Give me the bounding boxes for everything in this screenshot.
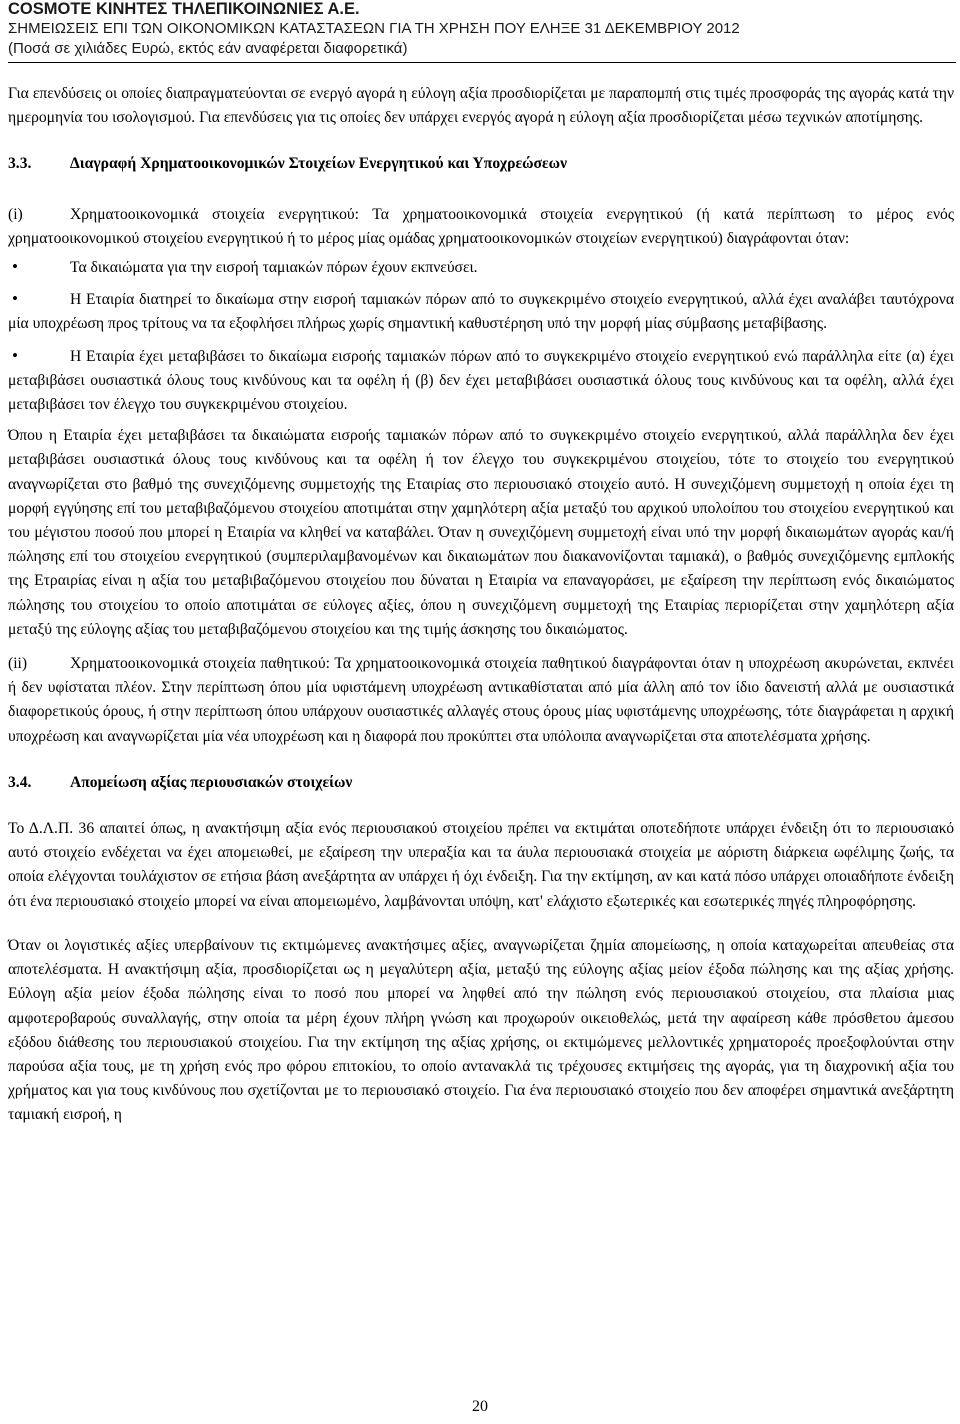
derecognition-bullets bbox=[8, 255, 954, 417]
page-header bbox=[8, 0, 956, 63]
bullet-icon bbox=[8, 344, 70, 369]
section-3-4-number: 3.4. bbox=[8, 773, 32, 791]
bullet-text: Η Εταιρία έχει μεταβιβάσει το δικαίωμα εισροής ταμιακών πόρων από το συγκεκριμένο στοιχείο ενεργητικού ενώ παράλληλα είτε (α) έχει μεταβιβάσει ουσιαστικά όλους τους κινδύνους και τα οφέλη ή (β) δεν έχει μεταβιβάσει ουσιαστικά όλους τους κινδύνους και τα οφέλη, αλλά έχει μεταβιβάσει τον έλεγχο του συγκεκριμένου στοιχείου. bbox=[8, 347, 954, 414]
bullet-text: Τα δικαιώματα για την εισροή ταμιακών πόρων έχουν εκπνεύσει. bbox=[70, 259, 478, 277]
amounts-note: (Ποσά σε χιλιάδες Ευρώ, εκτός εάν αναφέρεται διαφορετικά) bbox=[8, 40, 408, 57]
item-ii-label: (ii) bbox=[8, 655, 28, 673]
item-i-label: (i) bbox=[8, 205, 23, 223]
list-item bbox=[8, 287, 954, 336]
notes-title: ΣΗΜΕΙΩΣΕΙΣ ΕΠΙ ΤΩΝ ΟΙΚΟΝΟΜΙΚΩΝ ΚΑΤΑΣΤΑΣΕΩΝ ΓΙΑ ΤΗ ΧΡΗΣΗ ΠΟΥ ΕΛΗΞΕ 31 ΔΕΚΕΜΒΡΙΟΥ 2012 bbox=[8, 20, 740, 37]
section-3-3-heading bbox=[8, 152, 954, 176]
section-3-3-title: Διαγραφή Χρηματοοικονομικών Στοιχείων Ενεργητικού και Υποχρεώσεων bbox=[70, 155, 568, 173]
list-item bbox=[8, 255, 954, 280]
intro-paragraph: Για επενδύσεις οι οποίες διαπραγματεύονται σε ενεργό αγορά η εύλογη αξία προσδιορίζεται με παραπομπή στις τιμές προσφοράς της αγοράς κατά την ημερομηνία του ισολογισμού. Για επενδύσεις για τις οποίες δεν υπάρχει ενεργός αγορά η εύλογη αξία προσδιορίζεται μέσω τεχνικών αποτίμησης. bbox=[8, 85, 954, 127]
bullet-icon bbox=[8, 287, 70, 312]
section-3-4-title: Απομείωση αξίας περιουσιακών στοιχείων bbox=[70, 773, 353, 791]
company-name: COSMOTE ΚΙΝΗΤΕΣ ΤΗΛΕΠΙΚΟΙΝΩΝΙΕΣ Α.Ε. bbox=[8, 0, 360, 18]
item-ii bbox=[8, 652, 954, 749]
list-item bbox=[8, 344, 954, 418]
item-i bbox=[8, 203, 954, 251]
impairment-paragraph-1: Το Δ.Λ.Π. 36 απαιτεί όπως, η ανακτήσιμη αξία ενός περιουσιακού στοιχείου πρέπει να εκτιμάται οποτεδήποτε υπάρχει ένδειξη ότι το περιουσιακό αυτό στοιχείο ενδέχεται να έχει απομειωθεί, με εξαίρεση την υπεραξία και τα άυλα περιουσιακά στοιχεία με αόριστη διάρκεια ωφέλιμης ζωής, τα οποία ελέγχονται τουλάχιστον σε ετήσια βάση ανεξάρτητα αν υπάρχει ή όχι ένδειξη. Για την εκτίμηση, αν και κατά πόσο υπάρχει οποιαδήποτε ένδειξη ότι ένα περιουσιακό στοιχείο μπορεί να είναι απομειωμένο, λαμβάνονται υπόψη, κατ' ελάχιστο εξωτερικές και εσωτερικές πηγές πληροφόρησης. bbox=[8, 820, 954, 910]
item-i-text: Χρηματοοικονομικά στοιχεία ενεργητικού: Τα χρηματοοικονομικά στοιχεία ενεργητικού (ή κατά περίπτωση το μέρος ενός χρηματοοικονομικού στοιχείου ενεργητικού ή το μέρος μίας ομάδας χρηματοοικονομικών στοιχείων ενεργητικού) διαγράφονται όταν: bbox=[8, 205, 954, 247]
bullet-icon bbox=[8, 255, 70, 280]
continuing-involvement-paragraph: Όπου η Εταιρία έχει μεταβιβάσει τα δικαιώματα εισροής ταμιακών πόρων από το συγκεκριμένο στοιχείο ενεργητικού, αλλά παράλληλα δεν έχει μεταβιβάσει ουσιαστικά όλους τους κινδύνους και τα οφέλη ή τον έλεγχο του συγκεκριμένου στοιχείου, τότε το στοιχείο του ενεργητικού αναγνωρίζεται στο βαθμό της συνεχιζόμενης συμμετοχής της Εταιρίας στο περιουσιακό στοιχείο αυτό. Η συνεχιζόμενη συμμετοχή η οποία έχει τη μορφή εγγύησης επί του μεταβιβαζόμενου στοιχείου αποτιμάται στην χαμηλότερη αξία μεταξύ του αρχικού υπολοίπου του στοιχείου ενεργητικού και του μέγιστου ποσού που μπορεί η Εταιρία να κληθεί να καταβάλει. Όταν η συνεχιζόμενη συμμετοχή είναι υπό την μορφή δικαιωμάτων αγοράς και/ή πώλησης επί του στοιχείου ενεργητικού (συμπεριλαμβανομένων και δικαιωμάτων που διακανονίζονται ταμιακά), ο βαθμός συνεχιζόμενης εμπλοκής της Ετραιρίας είναι η αξία του μεταβιβαζόμενου στοιχείου που δύναται η Εταιρία να επαναγοράσει, με εξαίρεση την περίπτωση ενός δικαιώματος πώλησης του στοιχείου το οποίο αποτιμάται σε εύλογες αξίες, όπου η συνεχιζόμενη συμμετοχή της Εταιρίας περιορίζεται στην χαμηλότερη αξία μεταξύ της εύλογης αξίας του μεταβιβαζόμενου στοιχείου και της τιμής άσκησης του δικαιώματος. bbox=[8, 427, 954, 638]
section-3-3-number: 3.3. bbox=[8, 155, 32, 173]
impairment-paragraph-2: Όταν οι λογιστικές αξίες υπερβαίνουν τις εκτιμώμενες ανακτήσιμες αξίες, αναγνωρίζεται ζημία απομείωσης, η οποία καταχωρείται απευθείας στα αποτελέσματα. Η ανακτήσιμη αξία, προσδιορίζεται ως η μεγαλύτερη αξία, μεταξύ της εύλογης αξίας μείον έξοδα πώλησης και της αξίας χρήσης. Εύλογη αξία μείον έξοδα πώλησης είναι το ποσό που μπορεί να ληφθεί από την πώληση ενός περιουσιακού στοιχείου, στα πλαίσια μιας αμφοτεροβαρούς συναλλαγής, στην οποία τα μέρη έχουν πλήρη γνώση και προχωρούν οικειοθελώς, μετά την αφαίρεση κάθε πρόσθετου άμεσου εξόδου διάθεσης του περιουσιακού στοιχείου. Για την εκτίμηση της αξίας χρήσης, οι εκτιμώμενες μελλοντικές χρηματοροές προεξοφλούνται στην παρούσα αξία τους, με τη χρήση ενός προ φόρου επιτοκίου, το οποίο αντανακλά τις τρέχουσες εκτιμήσεις της αγοράς, για τη διαχρονική αξία του χρήματος και για τους κινδύνους που σχετίζονται με το περιουσιακό στοιχείο. Για ένα περιουσιακό στοιχείο που δεν αποφέρει σημαντικά ανεξάρτητη ταμιακή εισροή, η bbox=[8, 936, 954, 1124]
item-ii-text: Χρηματοοικονομικά στοιχεία παθητικού: Τα χρηματοοικονομικά στοιχεία παθητικού διαγράφονται όταν η υποχρέωση ακυρώνεται, εκπνέει ή δεν υφίσταται πλέον. Στην περίπτωση όπου μία υφιστάμενη υποχρέωση αντικαθίσταται από μία άλλη από τον ίδιο δανειστή αλλά με ουσιαστικά διαφορετικούς όρους, ή στην περίπτωση όπου υπάρχουν ουσιαστικές αλλαγές στους όρους μίας υφιστάμενης υποχρέωσης, τότε διαγράφεται η αρχική υποχρέωση και αναγνωρίζεται μία νέα υποχρέωση και η διαφορά που προκύπτει στα υπόλοιπα αναγνωρίζεται στα αποτελέσματα χρήσης. bbox=[8, 655, 954, 745]
bullet-text: Η Εταιρία διατηρεί το δικαίωμα στην εισροή ταμιακών πόρων από το συγκεκριμένο στοιχείο ενεργητικού, αλλά έχει αναλάβει ταυτόχρονα μία υποχρέωση προς τρίτους να τα εξοφλήσει πλήρως χωρίς σημαντική καθυστέρηση υπό την μορφή μίας σύμβασης μεταβίβασης. bbox=[8, 291, 954, 333]
document-body bbox=[8, 82, 954, 1128]
section-3-4-heading bbox=[8, 771, 954, 795]
page-number: 20 bbox=[472, 1398, 488, 1415]
